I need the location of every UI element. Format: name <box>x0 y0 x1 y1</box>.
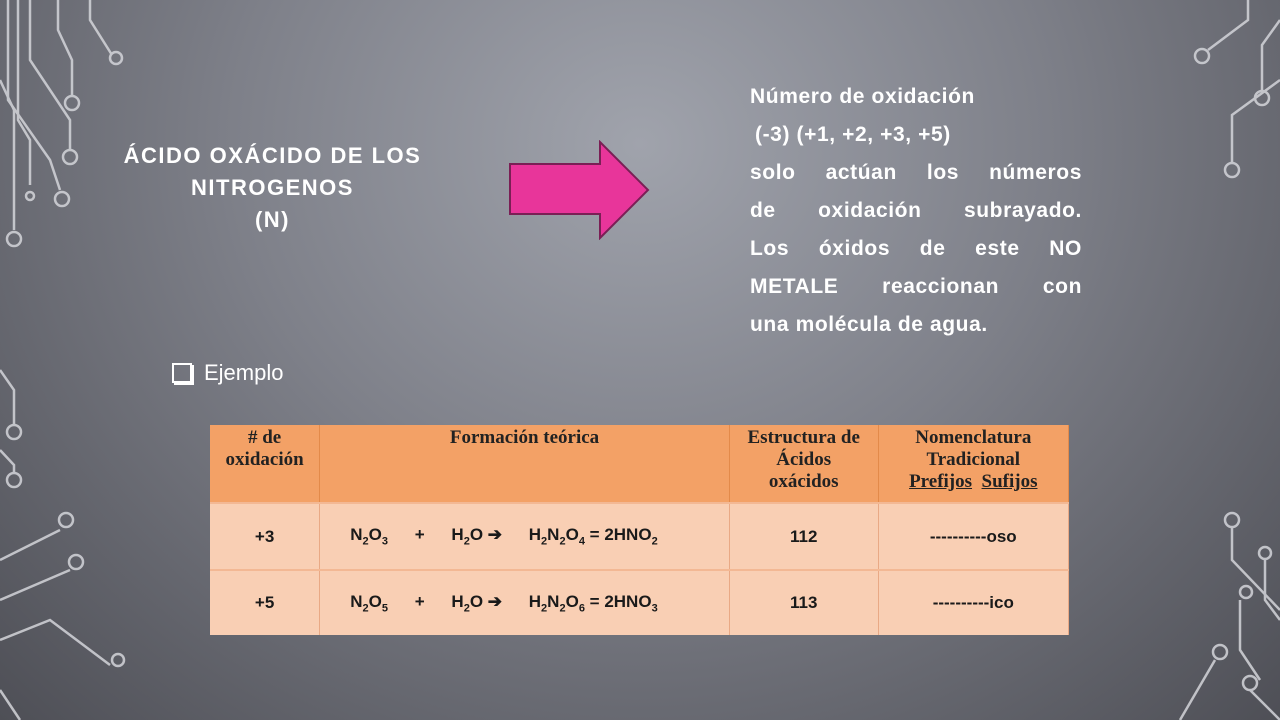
cell-nomenclature: ----------ico <box>878 570 1068 635</box>
desc-line: METALE reaccionan con <box>750 275 1082 298</box>
header-nomenclature: Nomenclatura Tradicional Prefijos Sufijos <box>878 425 1068 503</box>
title-line-3: (N) <box>254 207 291 232</box>
oxidation-description <box>750 78 1082 344</box>
cell-oxidation: +5 <box>210 570 320 635</box>
slide-title <box>80 140 465 236</box>
oxacid-table <box>210 425 1069 635</box>
header-oxidation: # de oxidación <box>210 425 320 503</box>
desc-heading: Número de oxidación <box>750 85 975 108</box>
desc-line: Los óxidos de este NO <box>750 237 1082 260</box>
desc-line: una molécula de agua. <box>750 313 988 336</box>
cell-nomenclature: ----------oso <box>878 503 1068 570</box>
header-structure: Estructura de Ácidos oxácidos <box>729 425 878 503</box>
header-formation: Formación teórica <box>320 425 730 503</box>
table-row <box>210 570 1069 635</box>
cell-formation: $N_2O_5 + H_2O$ ➔ $H_2N_2O_6 = 2HNO_3$ <box>320 570 730 635</box>
example-bullet <box>172 360 283 386</box>
desc-line: solo actúan los números <box>750 161 1082 184</box>
cell-oxidation: +3 <box>210 503 320 570</box>
cell-structure: 112 <box>729 503 878 570</box>
title-line-2: NITROGENOS <box>191 175 354 200</box>
desc-line: de oxidación subrayado. <box>750 199 1082 222</box>
title-line-1: ÁCIDO OXÁCIDO DE LOS <box>123 143 422 168</box>
cell-formation: $N_2O_3 + H_2O$ ➔ $H_2N_2O_4 = 2HNO_2$ <box>320 503 730 570</box>
cell-structure: 113 <box>729 570 878 635</box>
desc-values: (-3) (+1, +2, +3, +5) <box>755 123 951 146</box>
right-arrow-icon <box>508 140 650 240</box>
example-label: Ejemplo <box>204 360 284 385</box>
table-row <box>210 503 1069 570</box>
checkbox-icon <box>172 363 192 383</box>
